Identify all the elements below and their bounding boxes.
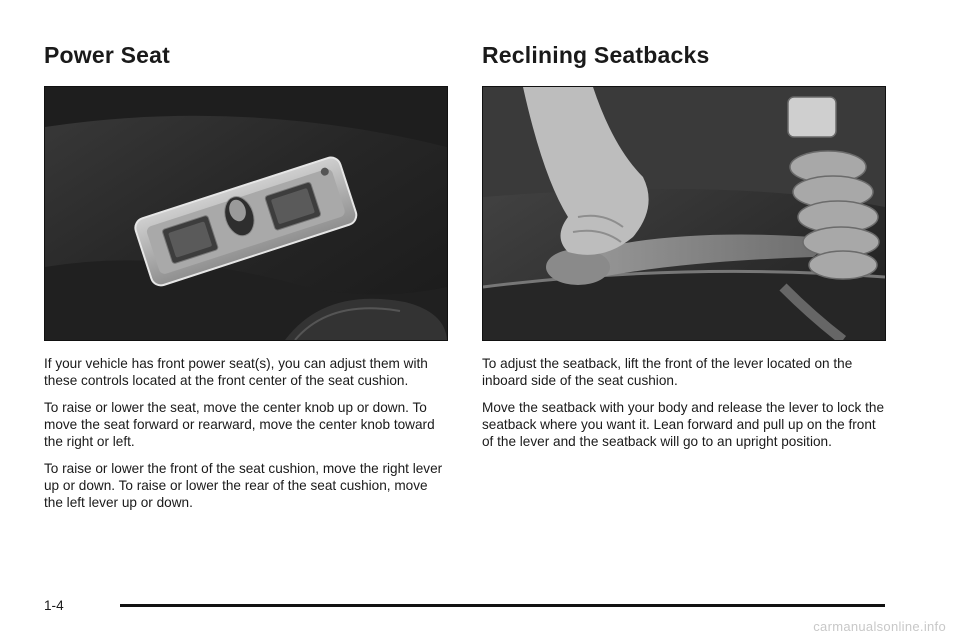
footer-rule [120,604,885,607]
reclining-seatbacks-section [482,40,886,460]
reclining-paragraph-2: Move the seatback with your body and release the lever to lock the seatback where you want it. Lean forward and pull up on the front of the lever and the seatback will go to an upright position. [482,400,884,449]
power-seat-paragraph-1: If your vehicle has front power seat(s), you can adjust them with these controls located at the front center of the seat cushion. [44,356,428,388]
power-seat-text [44,355,448,511]
reclining-seatbacks-heading: Reclining Seatbacks [482,42,710,68]
reclining-seatbacks-photo [482,86,886,341]
reclining-seatbacks-text [482,355,886,450]
power-seat-paragraph-3: To raise or lower the front of the seat cushion, move the right lever up or down. To raise or lower the rear of the seat cushion, move the left lever up or down. [44,461,443,510]
reclining-paragraph-1: To adjust the seatback, lift the front of the lever located on the inboard side of the seat cushion. [482,356,853,388]
page-number: 1-4 [44,598,64,613]
power-seat-photo [44,86,448,341]
power-seat-paragraph-2: To raise or lower the seat, move the center knob up or down. To move the seat forward or rearward, move the center knob toward the right or left. [44,400,435,449]
watermark: carmanualsonline.info [813,619,946,634]
power-seat-section [44,40,448,521]
power-seat-heading: Power Seat [44,42,170,68]
